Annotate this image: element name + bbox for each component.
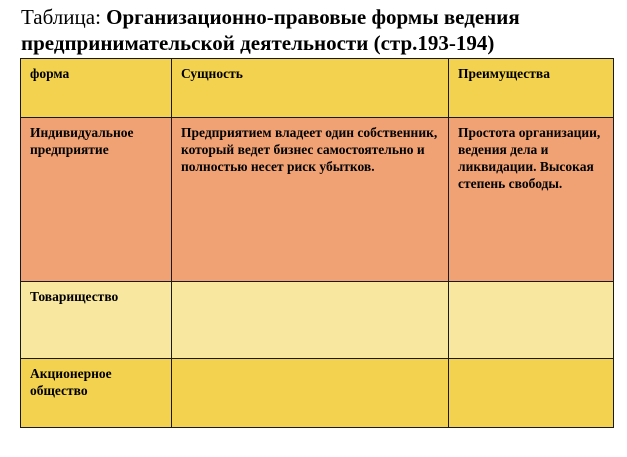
header-cell-advantages: Преимущества [449, 59, 614, 118]
title-prefix: Таблица: [21, 5, 107, 29]
title-text: Организационно-правовые формы ведения предпринимательской деятельности (стр.193-194) [21, 5, 520, 55]
forms-table [20, 58, 614, 428]
header-cell-essence: Сущность [172, 59, 449, 118]
cell-form: Акционерное общество [21, 359, 172, 428]
cell-form: Товарищество [21, 282, 172, 359]
cell-essence [172, 359, 449, 428]
cell-advantages [449, 282, 614, 359]
cell-advantages: Простота организации, ведения дела и ликвидации. Высокая степень свободы. [449, 118, 614, 282]
cell-form: Индивидуальное предприятие [21, 118, 172, 282]
cell-essence [172, 282, 449, 359]
table-header-row [21, 59, 614, 118]
header-cell-form: форма [21, 59, 172, 118]
page-title [21, 4, 621, 56]
cell-advantages [449, 359, 614, 428]
table-row-partnership [21, 282, 614, 359]
table-row-joint-stock [21, 359, 614, 428]
cell-essence: Предприятием владеет один собственник, который ведет бизнес самостоятельно и полностью несет риск убытков. [172, 118, 449, 282]
table-row-individual [21, 118, 614, 282]
